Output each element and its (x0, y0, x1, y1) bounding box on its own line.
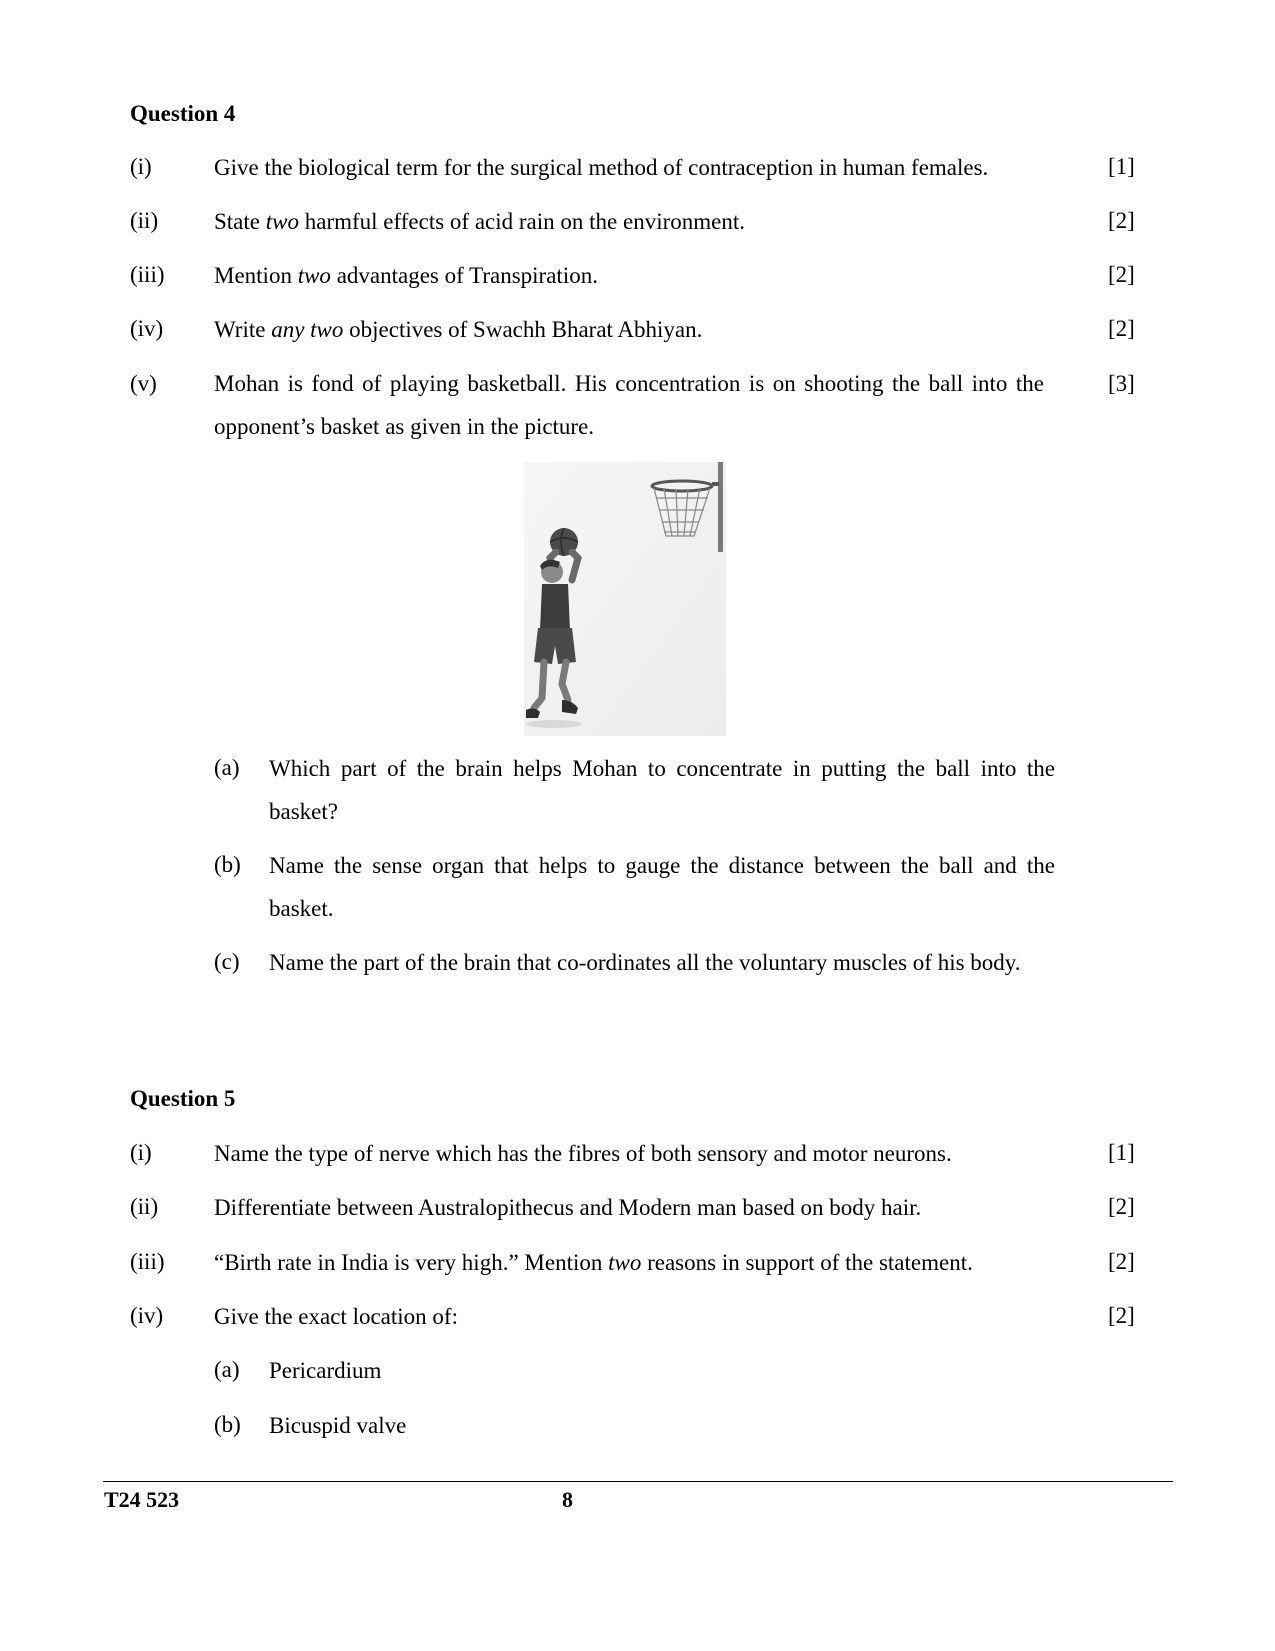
footer-rule (103, 1481, 1173, 1482)
q5-subpart-label: (b) (214, 1412, 241, 1437)
question-5-heading: Question 5 (130, 1086, 236, 1111)
q4-subpart-text: Name the part of the brain that co-ordinates all the voluntary muscles of his body. (269, 950, 1021, 975)
q5-subpart-text: Pericardium (269, 1358, 382, 1383)
q4-item-marks: [2] (1108, 262, 1135, 287)
q4-item-number: (v) (130, 371, 157, 396)
q5-item-text: “Birth rate in India is very high.” Mention two reasons in support of the statement. (214, 1250, 973, 1275)
q5-item-marks: [2] (1108, 1249, 1135, 1274)
q5-item-text: Differentiate between Australopithecus and Modern man based on body hair. (214, 1195, 922, 1220)
q4-item-number: (iv) (130, 316, 164, 341)
q4-item-text: Write any two objectives of Swachh Bharat Abhiyan. (214, 317, 703, 342)
q4-subpart-text: Name the sense organ that helps to gauge the distance between the ball and the basket. (269, 853, 1055, 921)
q4-item-number: (iii) (130, 262, 165, 287)
q5-item-marks: [2] (1108, 1194, 1135, 1219)
q4-item-text: State two harmful effects of acid rain on the environment. (214, 209, 745, 234)
q4-subpart-label: (b) (214, 852, 241, 877)
q4-item-marks: [2] (1108, 208, 1135, 233)
q4-subpart-label: (c) (214, 949, 240, 974)
q5-item-text: Name the type of nerve which has the fibres of both sensory and motor neurons. (214, 1141, 952, 1166)
q4-item-marks: [1] (1108, 154, 1135, 179)
q4-item-text: Mention two advantages of Transpiration. (214, 263, 598, 288)
page-number: 8 (562, 1487, 573, 1512)
q5-item-number: (i) (130, 1140, 152, 1165)
q4-item-text: Mohan is fond of playing basketball. His concentration is on shooting the ball into the opponent’s basket as given in the picture. (214, 371, 1044, 439)
q4-subpart-label: (a) (214, 755, 240, 780)
q5-item-marks: [1] (1108, 1140, 1135, 1165)
q5-item-number: (iii) (130, 1249, 165, 1274)
q4-item-text: Give the biological term for the surgical method of contraception in human females. (214, 155, 989, 180)
question-4-heading: Question 4 (130, 101, 236, 126)
q4-subpart-text: Which part of the brain helps Mohan to concentrate in putting the ball into the basket? (269, 756, 1055, 824)
q4-item-marks: [3] (1108, 371, 1135, 396)
q5-item-number: (ii) (130, 1194, 159, 1219)
q5-item-text: Give the exact location of: (214, 1304, 458, 1329)
q4-item-number: (i) (130, 154, 152, 179)
paper-code: T24 523 (104, 1487, 180, 1512)
q5-item-number: (iv) (130, 1303, 164, 1328)
q4-item-number: (ii) (130, 208, 159, 233)
basketball-player-illustration (524, 462, 726, 736)
q4-item-marks: [2] (1108, 316, 1135, 341)
q5-item-marks: [2] (1108, 1303, 1135, 1328)
q5-subpart-text: Bicuspid valve (269, 1413, 407, 1438)
q5-subpart-label: (a) (214, 1357, 240, 1382)
